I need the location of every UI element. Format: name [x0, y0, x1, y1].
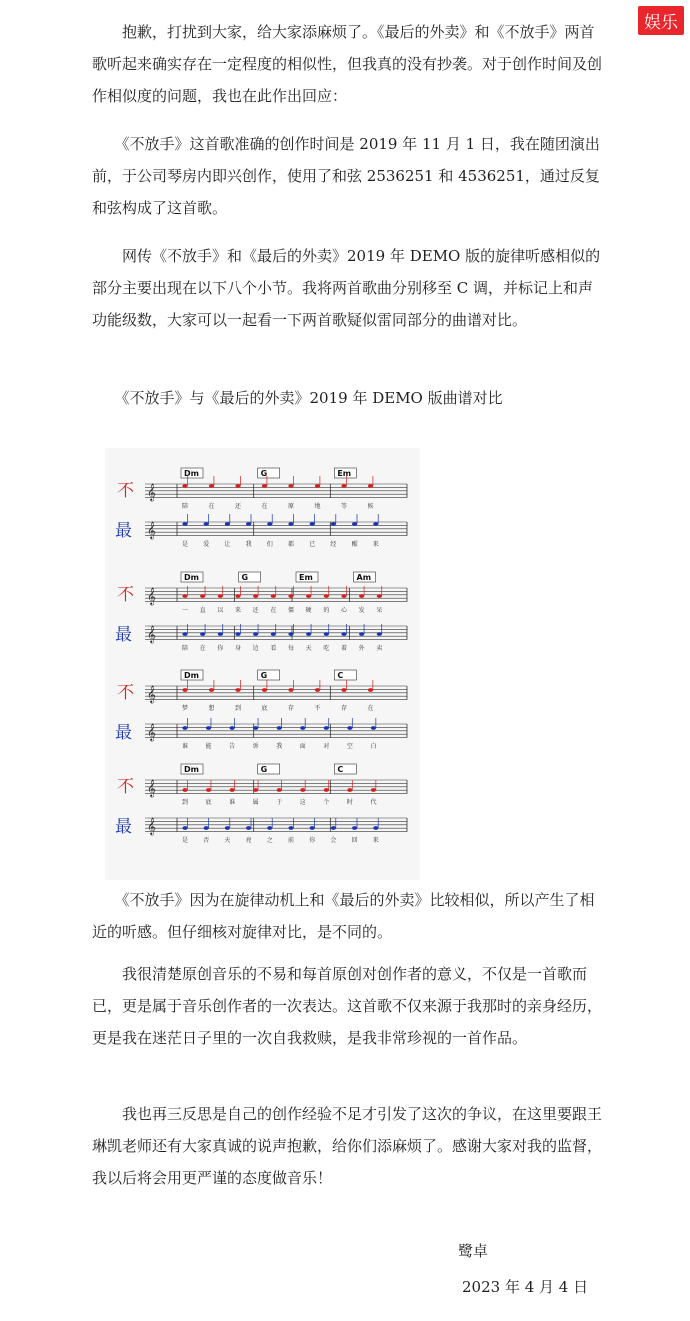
lyric: 卖: [376, 645, 383, 652]
lyric: 让: [224, 541, 231, 548]
note-head: [182, 826, 187, 830]
note-head: [288, 594, 293, 598]
song-a-label: 不: [117, 777, 134, 797]
lyric: 底: [261, 705, 268, 712]
note-head: [246, 826, 251, 830]
note-head: [324, 632, 329, 636]
note-head: [288, 688, 293, 692]
song-a-label: 不: [117, 683, 134, 703]
chord-symbol: G: [241, 573, 249, 582]
note-head: [204, 826, 209, 830]
lyric: 看: [270, 645, 277, 652]
lyric: 我: [245, 541, 252, 548]
lyric: 存: [341, 705, 348, 712]
paragraph-reflection: 我也再三反思是自己的创作经验不足才引发了这次的争议，在这里要跟王琳凯老师还有大家真诚的说声抱歉，给你们添麻烦了。感谢大家对我的监督，我以后将会用更严谨的态度做音乐！: [92, 1105, 603, 1187]
sheet-music: [105, 448, 420, 880]
lyric: 等: [341, 503, 348, 510]
note-head: [253, 632, 258, 636]
lyric: 对: [323, 743, 330, 750]
note-head: [230, 788, 235, 792]
paragraph-melody-comparison: 网传《不放手》和《最后的外卖》2019 年 DEMO 版的旋律听感相似的部分主要出现在以下八个小节。我将两首歌曲分别移至 C 调，并标记上和声功能级数，大家可以一起看一下两首歌疑似雷同部分的曲谱对比。: [92, 247, 601, 329]
note-head: [331, 522, 336, 526]
chord-symbol: Em: [337, 469, 352, 478]
treble-clef: 𝄞: [147, 723, 156, 741]
lyric: 外: [358, 645, 365, 652]
note-head: [300, 788, 305, 792]
lyric: 身: [235, 645, 242, 652]
note-head: [373, 826, 378, 830]
lyric: 代: [370, 799, 377, 806]
lyric: 们: [266, 541, 273, 548]
note-head: [377, 594, 382, 598]
note-head: [288, 522, 293, 526]
note-head: [373, 522, 378, 526]
lyric: 梦: [182, 705, 189, 712]
lyric: 空: [346, 743, 353, 750]
note-head: [235, 484, 240, 488]
note-head: [218, 632, 223, 636]
treble-clef: 𝄞: [147, 817, 156, 835]
chord-symbol: G: [260, 469, 268, 478]
song-b-label: 最: [115, 625, 132, 645]
lyric: 着: [341, 645, 348, 652]
lyric: 醒: [351, 541, 358, 548]
chord-symbol: Em: [299, 573, 313, 582]
lyric: 之: [266, 837, 273, 844]
note-head: [352, 826, 357, 830]
song-b-label: 最: [115, 521, 132, 541]
note-head: [209, 484, 214, 488]
note-head: [359, 594, 364, 598]
note-head: [182, 688, 187, 692]
lyric: 不: [314, 705, 321, 712]
note-head: [271, 594, 276, 598]
lyric: 白: [370, 743, 377, 750]
lyric: 能: [205, 743, 212, 750]
lyric: 爱: [203, 541, 210, 548]
treble-clef: 𝄞: [147, 685, 156, 703]
note-head: [341, 688, 346, 692]
note-head: [324, 726, 329, 730]
note-head: [315, 688, 320, 692]
note-head: [225, 522, 230, 526]
note-head: [371, 788, 376, 792]
chord-symbol: G: [260, 765, 268, 774]
lyric: 在: [208, 503, 215, 510]
note-head: [253, 788, 258, 792]
paragraph-creation-time: 《不放手》这首歌准确的创作时间是 2019 年 11 月 1 日，我在随团演出前，于公司琴房内即兴创作，使用了和弦 2536251 和 4536251，通过反复和弦构成了这首歌。: [92, 135, 600, 217]
song-b-label: 最: [115, 817, 132, 837]
note-head: [310, 826, 315, 830]
note-head: [371, 726, 376, 730]
lyric: 直: [199, 607, 206, 614]
chord-symbol: Dm: [184, 765, 199, 774]
chord-symbol: G: [260, 671, 268, 680]
treble-clef: 𝄞: [147, 521, 156, 539]
note-head: [341, 632, 346, 636]
lyric: 于: [276, 799, 283, 806]
song-a-label: 不: [117, 481, 134, 501]
lyric: 会: [330, 837, 337, 844]
note-head: [209, 688, 214, 692]
lyric: 到: [235, 705, 242, 712]
note-head: [267, 522, 272, 526]
note-head: [306, 632, 311, 636]
lyric: 一: [182, 607, 189, 614]
lyric: 发: [358, 607, 365, 614]
note-head: [324, 594, 329, 598]
lyric: 已: [309, 541, 316, 548]
lyric: 以: [217, 607, 224, 614]
lyric: 这: [299, 799, 306, 806]
chord-symbol: Dm: [184, 573, 199, 582]
note-head: [331, 826, 336, 830]
song-a-label: 不: [117, 585, 134, 605]
note-head: [204, 522, 209, 526]
treble-clef: 𝄞: [147, 587, 156, 605]
lyric: 诉: [252, 743, 259, 750]
note-head: [262, 688, 267, 692]
note-head: [182, 726, 187, 730]
note-head: [288, 484, 293, 488]
score-caption: 《不放手》与《最后的外卖》2019 年 DEMO 版曲谱对比: [92, 389, 503, 407]
lyric: 还: [252, 607, 259, 614]
lyric: 底: [205, 799, 212, 806]
note-head: [277, 788, 282, 792]
lyric: 谁: [182, 743, 189, 750]
note-head: [262, 484, 267, 488]
lyric: 否: [203, 837, 210, 844]
lyric: 你: [309, 837, 316, 844]
lyric: 在: [199, 645, 206, 652]
lyric: 僵: [288, 607, 295, 614]
note-head: [200, 632, 205, 636]
lyric: 回: [351, 837, 358, 844]
note-head: [341, 594, 346, 598]
lyric: 陪: [182, 503, 189, 510]
lyric: 时: [346, 799, 353, 806]
note-head: [182, 594, 187, 598]
lyric: 面: [299, 743, 306, 750]
chord-symbol: C: [337, 765, 344, 774]
paragraph-originality: 我很清楚原创音乐的不易和每首原创对创作者的意义，不仅是一首歌而已，更是属于音乐创作者的一次表达。这首歌不仅来源于我那时的亲身经历，更是我在迷茫日子里的一次自我救赎，是我非常珍视的一首作品。: [92, 965, 603, 1047]
note-head: [235, 632, 240, 636]
note-head: [235, 688, 240, 692]
note-head: [182, 632, 187, 636]
note-head: [347, 726, 352, 730]
paragraph-similarity: 《不放手》因为在旋律动机上和《最后的外卖》比较相似，所以产生了相近的听感。但仔细核对旋律对比，是不同的。: [92, 891, 595, 941]
note-head: [225, 826, 230, 830]
source-badge: 娱乐: [638, 6, 684, 35]
note-head: [368, 688, 373, 692]
lyric: 在: [261, 503, 268, 510]
note-head: [341, 484, 346, 488]
note-head: [315, 484, 320, 488]
lyric: 我: [276, 743, 283, 750]
note-head: [377, 632, 382, 636]
lyric: 亮: [245, 837, 252, 844]
lyric: 吃: [323, 645, 330, 652]
lyric: 到: [182, 799, 189, 806]
note-head: [324, 788, 329, 792]
chord-symbol: Dm: [184, 671, 199, 680]
lyric: 在: [270, 607, 277, 614]
lyric: 每: [288, 645, 295, 652]
lyric: 地: [314, 503, 321, 510]
note-head: [246, 522, 251, 526]
lyric: 经: [330, 541, 337, 548]
note-head: [206, 726, 211, 730]
signature-name: 鹭卓: [458, 1242, 489, 1260]
note-head: [267, 826, 272, 830]
note-head: [359, 632, 364, 636]
lyric: 你: [217, 645, 224, 652]
note-head: [235, 594, 240, 598]
lyric: 原: [288, 503, 295, 510]
lyric: 心: [341, 607, 348, 614]
chord-symbol: C: [337, 671, 344, 680]
note-head: [306, 594, 311, 598]
note-head: [206, 788, 211, 792]
lyric: 硬: [305, 607, 312, 614]
note-head: [347, 788, 352, 792]
lyric: 天: [224, 837, 231, 844]
lyric: 前: [288, 837, 295, 844]
chord-symbol: Dm: [184, 469, 199, 478]
lyric: 存: [288, 705, 295, 712]
lyric: 还: [235, 503, 242, 510]
signature-date: 2023 年 4 月 4 日: [462, 1278, 589, 1296]
lyric: 来: [372, 837, 379, 844]
lyric: 来: [372, 541, 379, 548]
note-head: [253, 726, 258, 730]
lyric: 是: [182, 541, 189, 548]
lyric: 陪: [182, 645, 189, 652]
note-head: [182, 522, 187, 526]
lyric: 边: [252, 645, 259, 652]
note-head: [230, 726, 235, 730]
note-head: [288, 632, 293, 636]
treble-clef: 𝄞: [147, 483, 156, 501]
lyric: 是: [182, 837, 189, 844]
lyric: 想: [208, 705, 215, 712]
note-head: [277, 726, 282, 730]
lyric: 属: [252, 799, 259, 806]
note-head: [253, 594, 258, 598]
note-head: [218, 594, 223, 598]
lyric: 的: [323, 607, 330, 614]
lyric: 都: [288, 541, 295, 548]
treble-clef: 𝄞: [147, 625, 156, 643]
note-head: [352, 522, 357, 526]
lyric: 个: [323, 799, 330, 806]
lyric: 天: [305, 645, 312, 652]
score-comparison-image: [105, 448, 420, 880]
paragraph-apology: 抱歉，打扰到大家，给大家添麻烦了。《最后的外卖》和《不放手》两首歌听起来确实存在一定程度的相似性，但我真的没有抄袭。对于创作时间及创作相似度的问题，我也在此作出回应：: [92, 23, 603, 105]
note-head: [310, 522, 315, 526]
note-head: [368, 484, 373, 488]
note-head: [200, 594, 205, 598]
lyric: 来: [235, 607, 242, 614]
lyric: 候: [367, 503, 374, 510]
treble-clef: 𝄞: [147, 779, 156, 797]
note-head: [288, 826, 293, 830]
song-b-label: 最: [115, 723, 132, 743]
lyric: 告: [229, 743, 236, 750]
note-head: [271, 632, 276, 636]
note-head: [182, 788, 187, 792]
note-head: [300, 726, 305, 730]
lyric: 在: [367, 705, 374, 712]
chord-symbol: Am: [356, 573, 372, 582]
lyric: 呆: [376, 607, 383, 614]
lyric: 谁: [229, 799, 236, 806]
note-head: [182, 484, 187, 488]
